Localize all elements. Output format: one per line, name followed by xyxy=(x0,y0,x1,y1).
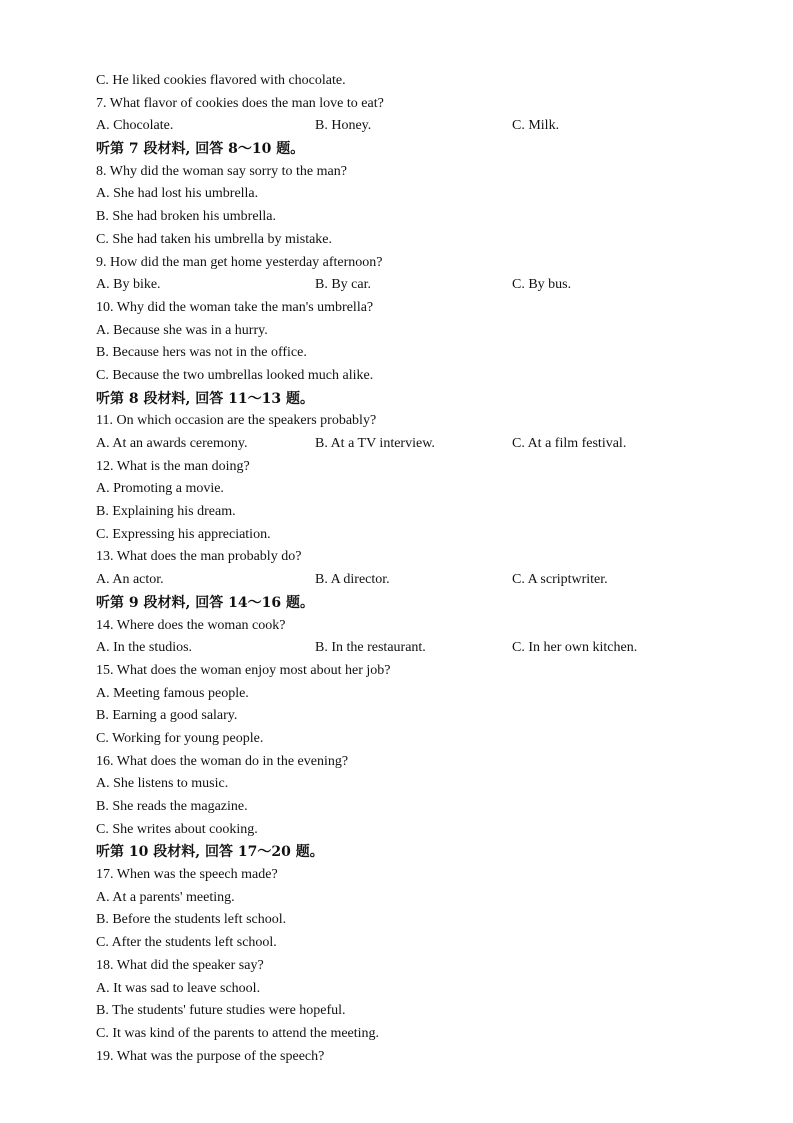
options-row xyxy=(96,569,696,592)
options-row xyxy=(96,115,696,138)
answer-option: C. A scriptwriter. xyxy=(512,572,608,588)
answer-option: B. Explaining his dream. xyxy=(96,504,236,520)
answer-option: C. By bus. xyxy=(512,277,572,293)
answer-option: C. She had taken his umbrella by mistake. xyxy=(96,231,333,247)
question-text: 8. Why did the woman say sorry to the man? xyxy=(96,163,347,179)
answer-option: B. By car. xyxy=(315,277,371,293)
section-heading: 听第 9 段材料, 回答 14～16 题。 xyxy=(96,594,314,611)
answer-option: B. She had broken his umbrella. xyxy=(96,209,277,225)
section-heading: 听第 7 段材料, 回答 8～10 题。 xyxy=(96,141,305,158)
question-text: 10. Why did the woman take the man's umbrella? xyxy=(96,299,374,315)
answer-option: C. He liked cookies flavored with chocolate. xyxy=(96,73,346,88)
answer-option: A. Chocolate. xyxy=(96,118,174,134)
answer-option: C. It was kind of the parents to attend the meeting. xyxy=(96,1025,380,1041)
question-text: 18. What did the speaker say? xyxy=(96,957,264,973)
answer-option: C. Milk. xyxy=(512,118,560,134)
answer-option: B. In the restaurant. xyxy=(315,640,426,656)
question-text: 17. When was the speech made? xyxy=(96,867,278,883)
question-text: 11. On which occasion are the speakers probably? xyxy=(96,413,377,429)
answer-option: C. Expressing his appreciation. xyxy=(96,526,271,542)
answer-option: A. At an awards ceremony. xyxy=(96,436,248,451)
answer-option: B. Because hers was not in the office. xyxy=(96,345,307,361)
options-row xyxy=(96,637,696,660)
answer-option: A. In the studios. xyxy=(96,640,193,656)
question-text: 15. What does the woman enjoy most about her job? xyxy=(96,662,391,678)
answer-option: A. By bike. xyxy=(96,277,161,293)
question-text: 14. Where does the woman cook? xyxy=(96,617,286,633)
question-text: 7. What flavor of cookies does the man love to eat? xyxy=(96,95,384,111)
exam-page xyxy=(96,70,696,1068)
answer-option: C. After the students left school. xyxy=(96,935,277,951)
answer-option: A. She listens to music. xyxy=(96,776,229,792)
answer-option: C. She writes about cooking. xyxy=(96,821,258,837)
answer-option: B. A director. xyxy=(315,572,390,588)
answer-option: B. Before the students left school. xyxy=(96,912,287,928)
answer-option: C. In her own kitchen. xyxy=(512,640,638,656)
answer-option: A. Meeting famous people. xyxy=(96,685,249,701)
section-heading: 听第 10 段材料, 回答 17～20 题。 xyxy=(96,844,324,861)
question-text: 12. What is the man doing? xyxy=(96,458,250,474)
answer-option: C. Because the two umbrellas looked much alike. xyxy=(96,367,374,383)
answer-option: C. At a film festival. xyxy=(512,436,627,451)
answer-option: A. It was sad to leave school. xyxy=(96,980,261,996)
answer-option: A. She had lost his umbrella. xyxy=(96,186,259,202)
options-row xyxy=(96,433,696,456)
answer-option: A. Promoting a movie. xyxy=(96,481,224,497)
question-text: 13. What does the man probably do? xyxy=(96,549,302,565)
answer-option: C. Working for young people. xyxy=(96,730,264,746)
answer-option: B. At a TV interview. xyxy=(315,436,435,451)
question-text: 9. How did the man get home yesterday afternoon? xyxy=(96,254,383,270)
answer-option: A. Because she was in a hurry. xyxy=(96,322,268,338)
answer-option: A. At a parents' meeting. xyxy=(96,889,235,905)
answer-option: B. The students' future studies were hopeful. xyxy=(96,1003,346,1019)
section-heading: 听第 8 段材料, 回答 11～13 题。 xyxy=(96,390,314,407)
answer-option: B. Earning a good salary. xyxy=(96,708,238,724)
answer-option: B. She reads the magazine. xyxy=(96,799,248,814)
answer-option: B. Honey. xyxy=(315,118,372,134)
answer-option: A. An actor. xyxy=(96,572,164,588)
question-text: 19. What was the purpose of the speech? xyxy=(96,1048,325,1064)
question-text: 16. What does the woman do in the evening? xyxy=(96,753,349,769)
options-row xyxy=(96,274,696,297)
